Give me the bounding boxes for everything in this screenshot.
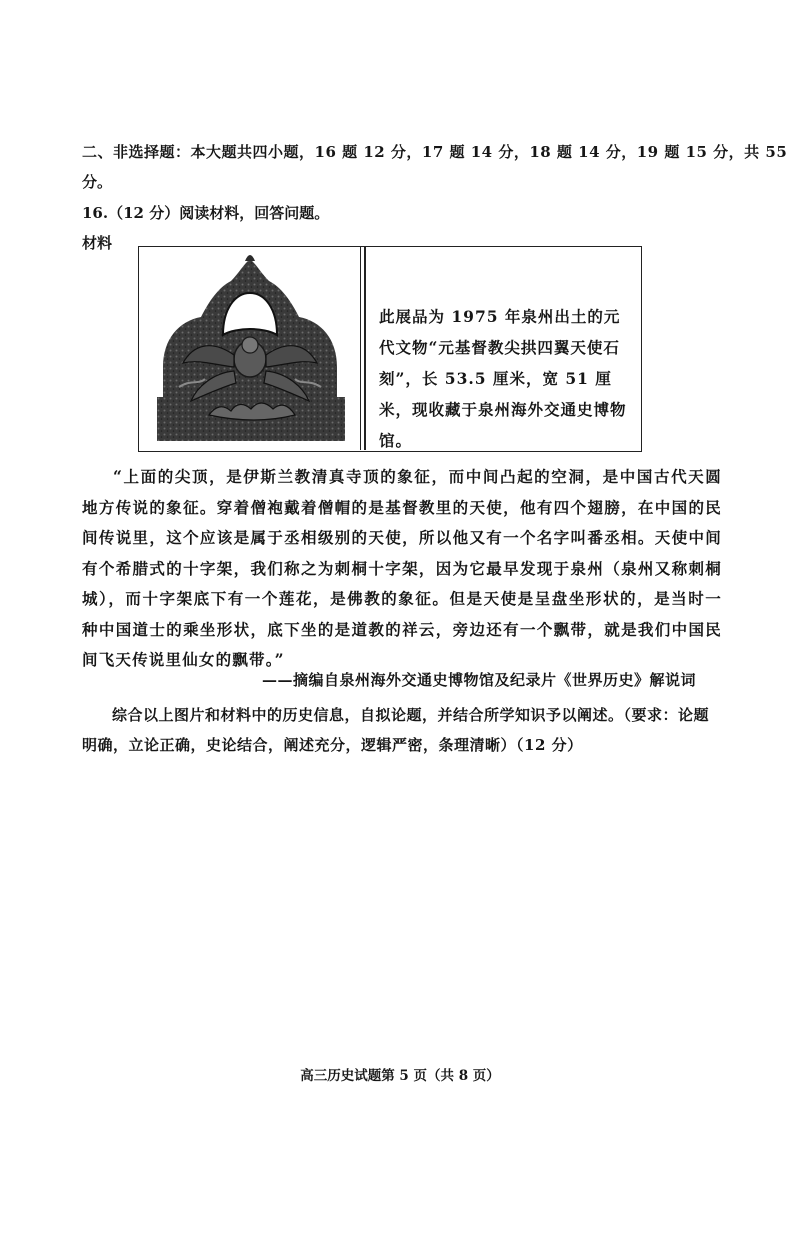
page-footer: 高三历史试题第 5 页（共 8 页）	[300, 1068, 500, 1084]
quote-source: ——摘编自泉州海外交通史博物馆及纪录片《世界历史》解说词	[262, 671, 697, 689]
material-figure-box	[138, 246, 642, 452]
figure-caption: 此展品为 1975 年泉州出土的元代文物“元基督教尖拱四翼天使石刻”，长 53.5 厘米，宽 51 厘米，现收藏于泉州海外交通史博物馆。	[379, 307, 627, 450]
section-header-continuation: 分。	[82, 173, 113, 191]
angel-stone-carving-image	[139, 247, 361, 450]
question-prompt: 综合以上图片和材料中的历史信息，自拟论题，并结合所学知识予以阐述。（要求：论题明确，立论正确，史论结合，阐述充分，逻辑严密，条理清晰）（12 分）	[82, 706, 710, 754]
question-title: 16.（12 分）阅读材料，回答问题。	[82, 204, 330, 222]
figure-divider	[364, 247, 366, 450]
section-header: 二、非选择题：本大题共四小题，16 题 12 分，17 题 14 分，18 题 14 分，19 题 15 分，共 55	[82, 143, 788, 161]
material-quote: “上面的尖顶，是伊斯兰教清真寺顶的象征，而中间凸起的空洞，是中国古代天圆地方传说的象征。穿着僧袍戴着僧帽的是基督教里的天使，他有四个翅膀，在中国的民间传说里，这个应该是属于丞相级别的天使，所以他又有一个名字叫番丞相。天使中间有个希腊式的十字架，我们称之为刺桐十字架，因为它最早发现于泉州（泉州又称刺桐城），而十字架底下有一个莲花，是佛教的象征。但是天使是呈盘坐形状的，是当时一种中国道士的乘坐形状，底下坐的是道教的祥云，旁边还有一个飘带，就是我们中国民间飞天传说里仙女的飘带。”	[82, 467, 722, 669]
material-label: 材料	[82, 234, 113, 252]
angel-stone-carving-illustration	[139, 247, 361, 450]
